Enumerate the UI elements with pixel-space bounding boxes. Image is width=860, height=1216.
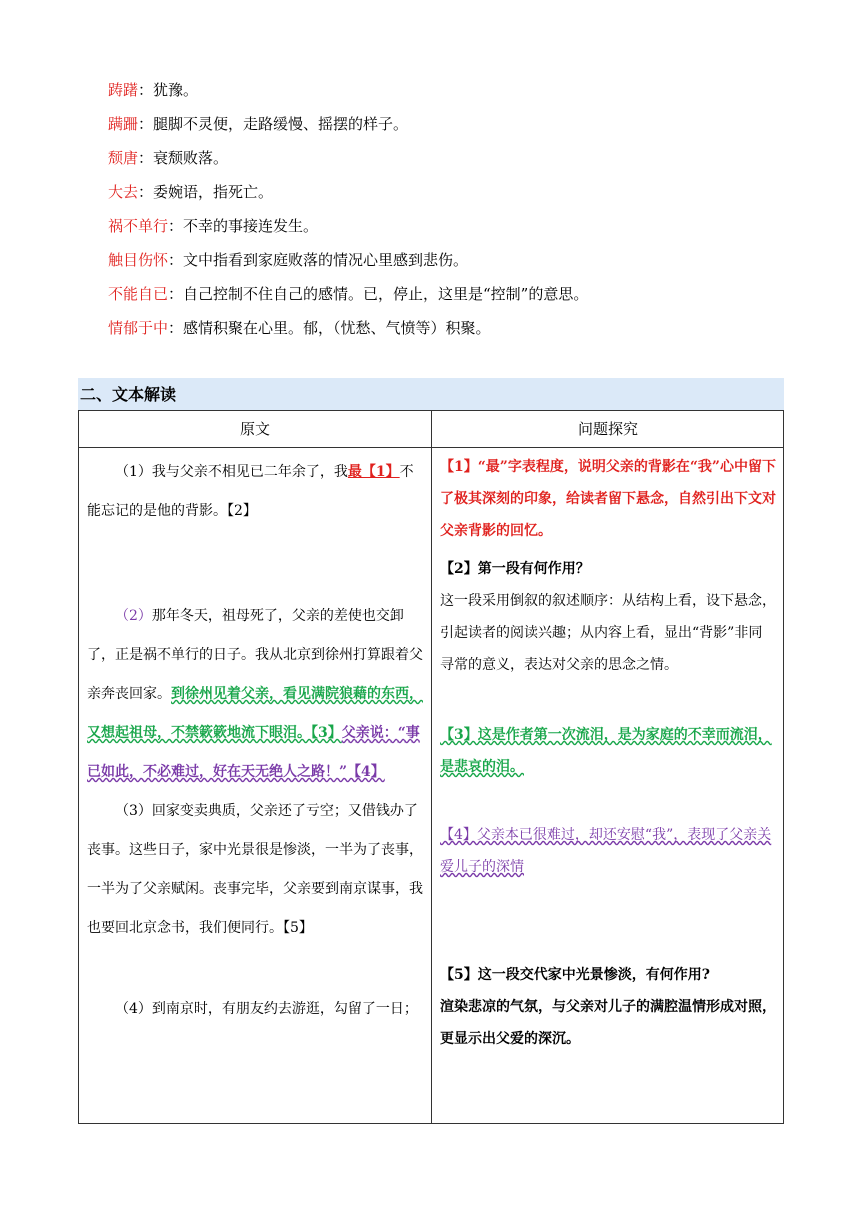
vocab-term: 情郁于中 <box>108 319 169 337</box>
vocab-definition: ：文中指看到家庭败落的情况心里感到悲伤。 <box>168 251 469 269</box>
vocab-item <box>108 112 788 146</box>
column-header-inquiry: 问题探究 <box>577 420 638 438</box>
highlight-father-words: 父亲说：“事已如此，不必难过，好在天无绝人之路！”【4】 <box>87 725 420 780</box>
vocab-term: 祸不单行 <box>108 217 169 235</box>
vocab-list <box>108 78 788 350</box>
question-5: 【5】这一段交代家中光景惨淡，有何作用? <box>440 967 710 983</box>
paragraph-2-number: （2） <box>115 608 152 624</box>
vocab-definition: ：犹豫。 <box>138 81 199 99</box>
paragraph-3-text: （3）回家变卖典质，父亲还了亏空；又借钱办了丧事。这些日子，家中光景很是惨淡，一半为了丧事，一半为了父亲赋闲。丧事完毕，父亲要到南京谋事，我也要回北京念书，我们便同行。【5】 <box>87 803 423 936</box>
paragraph-2-text: 那年冬天，祖母死了，父亲的差使也交卸了，正是祸不单行的日子。我从北京到徐州打算跟着父亲奔丧回家。 <box>87 608 423 702</box>
answer-1: 【1】“最”字表程度，说明父亲的背影在“我”心中留下了极其深刻的印象，给读者留下悬念，自然引出下文对父亲背影的回忆。 <box>440 459 776 539</box>
answer-4 <box>440 819 776 883</box>
vocab-term: 触目伤怀 <box>108 251 169 269</box>
vocab-item <box>108 316 788 350</box>
vocab-item <box>108 248 788 282</box>
answer-3 <box>440 719 776 783</box>
vocab-term: 颓唐 <box>108 149 139 167</box>
vocab-item <box>108 282 788 316</box>
header-divider <box>79 447 783 448</box>
paragraph-1 <box>87 453 423 531</box>
spacer <box>87 948 423 990</box>
paragraph-1-tail: 不能忘记的是他的背影。【2】 <box>87 464 414 519</box>
vocab-definition: ：感情积聚在心里。郁，（忧愁、气愤等）积聚。 <box>168 319 491 337</box>
vocab-term: 大去 <box>108 183 139 201</box>
paragraph-2 <box>87 597 423 792</box>
highlight-tears: 到徐州见着父亲，看见满院狼藉的东西，又想起祖母，不禁簌簌地流下眼泪。【3】 <box>87 686 423 741</box>
paragraph-4-text: （4）到南京时，有朋友约去游逛，勾留了一日； <box>115 1001 418 1017</box>
vocab-item <box>108 180 788 214</box>
paragraph-1-text: （1）我与父亲不相见已二年余了，我 <box>115 464 348 480</box>
vocab-definition: ：委婉语，指死亡。 <box>138 183 274 201</box>
vocab-definition: ：自己控制不住自己的感情。已，停止，这里是“控制”的意思。 <box>168 285 589 303</box>
question-2: 【2】第一段有何作用？ <box>440 561 590 577</box>
spacer <box>87 531 423 597</box>
vocab-term: 蹒跚 <box>108 115 139 133</box>
section-title: 二、文本解读 <box>78 378 784 410</box>
vocab-definition: ：不幸的事接连发生。 <box>168 217 319 235</box>
vocab-term: 不能自已 <box>108 285 169 303</box>
original-text-cell <box>87 453 423 1029</box>
vocab-term: 踌躇 <box>108 81 139 99</box>
analysis-table <box>78 410 784 1124</box>
vocab-item <box>108 78 788 112</box>
answer-2: 这一段采用倒叙的叙述顺序：从结构上看，设下悬念，引起读者的阅读兴趣；从内容上看，显出“背影”非同寻常的意义，表达对父亲的思念之情。 <box>440 593 776 673</box>
vocab-definition: ：衰颓败落。 <box>138 149 229 167</box>
paragraph-3 <box>87 792 423 948</box>
column-header-original: 原文 <box>239 420 270 438</box>
vocab-item <box>108 214 788 248</box>
column-divider <box>431 411 432 1123</box>
vocab-definition: ：腿脚不灵便，走路缓慢、摇摆的样子。 <box>138 115 409 133</box>
paragraph-4 <box>87 990 423 1029</box>
answer-3-text: 【3】这是作者第一次流泪，是为家庭的不幸而流泪，是悲哀的泪。 <box>440 727 772 775</box>
answer-5: 渲染悲凉的气氛，与父亲对儿子的满腔温情形成对照，更显示出父爱的深沉。 <box>440 999 776 1047</box>
vocab-item <box>108 146 788 180</box>
answer-4-text: 【4】父亲本已很难过，却还安慰“我”，表现了父亲关爱儿子的深情 <box>440 827 772 875</box>
annotation-mark-1: 最【1】 <box>347 464 400 480</box>
